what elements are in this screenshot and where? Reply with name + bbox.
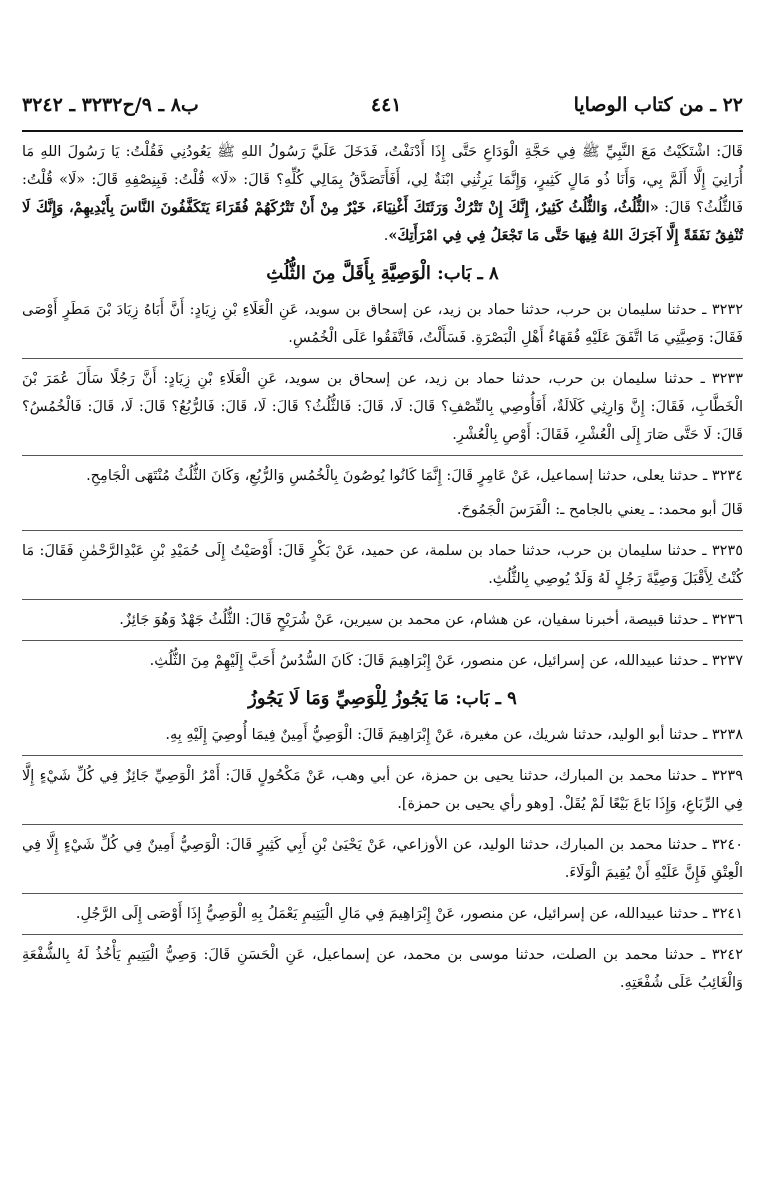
hadith-3241: ٣٢٤١ ـ حدثنا عبيدالله، عن إسرائيل، عن منصور، عَنْ إِبْرَاهِيمَ فِي مَالِ الْيَتِيمِ يَعْمَلُ بِهِ الْوَصِيُّ إِذَا أَوْصَى إِلَى الرَّجُلِ. <box>75 906 743 922</box>
header-rule <box>22 130 743 132</box>
hadith-3242: ٣٢٤٢ ـ حدثنا محمد بن الصلت، حدثنا موسى بن محمد، عن إسماعيل، عَنِ الْحَسَنِ قَالَ: وَصِيُّ الْيَتِيمِ يَأْخُذُ لَهُ بِالشُّفْعَةِ وَالْغَائِبُ عَلَى شُفْعَتِهِ. <box>22 947 743 991</box>
separator <box>22 530 743 531</box>
separator <box>22 455 743 456</box>
page-body <box>22 138 743 1003</box>
separator <box>22 755 743 756</box>
intro-text: قَالَ: اشْتَكَيْتُ مَعَ النَّبِيِّ ﷺ فِي حَجَّةِ الْوَدَاعِ حَتَّى إِذَا أَدْنَفْتُ، فَدَخَلَ عَلَيَّ رَسُولُ اللهِ ﷺ يَعُودُنِي فَقُلْتُ: يَا رَسُولَ اللهِ مَا أُرَانِيَ إِلَّا أَلَمَّ بِي، وَأَنَا ذُو مَالٍ كَثِيرٍ، وَإِنَّمَا يَرِثُنِي ابْنَةٌ لِي، أَفَأَتَصَدَّقُ بِمَالِي كُلِّهِ؟ قَالَ: «لَا» قُلْتُ: فَبِنِصْفِهِ قَالَ: «لَا» قُلْتُ: فَالثُّلُثُ؟ قَالَ: <box>22 144 743 216</box>
prophet-saying: «الثُّلُثُ، وَالثُّلُثُ كَثِيرٌ، إِنَّكَ إِنْ تَتْرُكْ وَرَثَتَكَ أَغْنِيَاءَ، خَيْرٌ مِنْ أَنْ تَتْرُكَهُمْ فُقَرَاءَ يَتَكَفَّفُونَ النَّاسَ بِأَيْدِيهِمْ، وَإِنَّكَ لَا تُنْفِقُ نَفَقَةً إِلَّا آجَرَكَ اللهُ فِيهَا حَتَّى مَا تَجْعَلُ فِي فِي امْرَأَتِكَ» <box>22 199 743 244</box>
hadith-3234: ٣٢٣٤ ـ حدثنا يعلى، حدثنا إسماعيل، عَنْ عَامِرٍ قَالَ: إِنَّمَا كَانُوا يُوصُونَ بِالْخُمُسِ وَالرُّبُعِ، وَكَانَ الثُّلُثُ مُنْتَهَى الْجَامِحِ. <box>86 468 743 484</box>
intro-end: . <box>383 228 389 244</box>
page-header <box>22 86 743 124</box>
hadith-3235: ٣٢٣٥ ـ حدثنا سليمان بن حرب، حدثنا حماد بن سلمة، عن حميد، عَنْ بَكْرٍ قَالَ: أَوْصَيْتُ إِلَى حُمَيْدِ بْنِ عَبْدِالرَّحْمٰنِ فَقَالَ: مَا كُنْتُ لِأَقْبَلَ وَصِيَّةَ رَجُلٍ لَهُ وَلَدٌ يُوصِي بِالثُّلُثِ. <box>22 543 743 587</box>
hadith-range: ب٨ ـ ٩/ح٣٢٣٢ ـ ٣٢٤٢ <box>22 94 199 116</box>
separator <box>22 893 743 894</box>
separator <box>22 358 743 359</box>
hadith-3232: ٣٢٣٢ ـ حدثنا سليمان بن حرب، حدثنا حماد بن زيد، عن إسحاق بن سويد، عَنِ الْعَلَاءِ بْنِ زِيَادٍ: أَنَّ أَبَاهُ زِيَادَ بْنَ مَطَرٍ أَوْصَى فَقَالَ: وَصِيَّتِي مَا اتَّفَقَ عَلَيْهِ فُقَهَاءُ أَهْلِ الْبَصْرَةِ. فَسَأَلْتُ، فَاتَّفَقُوا عَلَى الْخُمُسِ. <box>22 302 743 346</box>
hadith-3239: ٣٢٣٩ ـ حدثنا محمد بن المبارك، حدثنا يحيى بن حمزة، عن أبي وهب، عَنْ مَكْحُولٍ قَالَ: أَمْرُ الْوَصِيِّ جَائِزٌ فِي كُلِّ شَيْءٍ إِلَّا فِي الرِّبَاعِ، وَإِذَا بَاعَ بَيْعًا لَمْ يُقَلْ. [وهو رأي يحيى بن حمزة]. <box>22 768 743 812</box>
commentary-note: قَالَ أبو محمد: ـ يعني بالجامح ـ: الْفَرَسَ الْجَمُوحَ. <box>456 502 743 518</box>
intro-paragraph <box>22 138 743 250</box>
separator <box>22 824 743 825</box>
page-number: ٤٤١ <box>370 94 402 116</box>
hadith-3236: ٣٢٣٦ ـ حدثنا قبيصة، أخبرنا سفيان، عن هشام، عن محمد بن سيرين، عَنْ شُرَيْحٍ قَالَ: الثُّلُثُ جَهْدٌ وَهُوَ جَائِزٌ. <box>119 612 743 628</box>
separator <box>22 934 743 935</box>
chapter-8-heading: ٨ ـ بَاب: الْوَصِيَّةِ بِأَقَلَّ مِنَ الثُّلُثِ <box>266 263 499 284</box>
chapter-9-heading: ٩ ـ بَاب: مَا يَجُوزُ لِلْوَصِيِّ وَمَا لَا يَجُوزُ <box>248 688 517 709</box>
hadith-3233: ٣٢٣٣ ـ حدثنا سليمان بن حرب، حدثنا حماد بن زيد، عن إسحاق بن سويد، عَنِ الْعَلَاءِ بْنِ زِيَادٍ: أَنَّ رَجُلًا سَأَلَ عُمَرَ بْنَ الْخَطَّابِ، فَقَالَ: إِنَّ وَارِثِي كَلَالَةٌ، أَفَأُوصِي بِالنِّصْفِ؟ قَالَ: لَا، قَالَ: فَالثُّلُثُ؟ قَالَ: لَا، قَالَ: فَالرُّبُعُ؟ قَالَ: لَا، قَالَ: فَالْخُمُسُ؟ قَالَ: لَا حَتَّى صَارَ إِلَى الْعُشْرِ، فَقَالَ: أَوْصِ بِالْعُشْرِ. <box>22 371 743 443</box>
separator <box>22 640 743 641</box>
hadith-3238: ٣٢٣٨ ـ حدثنا أبو الوليد، حدثنا شريك، عن مغيرة، عَنْ إِبْرَاهِيمَ قَالَ: الْوَصِيُّ أَمِينٌ فِيمَا أُوصِيَ إِلَيْهِ بِهِ. <box>165 727 743 743</box>
chapter-title: ٢٢ ـ من كتاب الوصايا <box>573 94 743 116</box>
separator <box>22 599 743 600</box>
hadith-3237: ٣٢٣٧ ـ حدثنا عبيدالله، عن إسرائيل، عن منصور، عَنْ إِبْرَاهِيمَ قَالَ: كَانَ السُّدُسُ أَحَبَّ إِلَيْهِمْ مِنَ الثُّلُثِ. <box>149 653 743 669</box>
hadith-3240: ٣٢٤٠ ـ حدثنا محمد بن المبارك، حدثنا الوليد، عن الأوزاعي، عَنْ يَحْيَىٰ بْنِ أَبِي كَثِيرٍ قَالَ: الْوَصِيُّ أَمِينٌ فِي كُلِّ شَيْءٍ إِلَّا فِي الْعِتْقِ فَإِنَّ عَلَيْهِ أَنْ يُقِيمَ الْوَلَاءَ. <box>22 837 743 881</box>
